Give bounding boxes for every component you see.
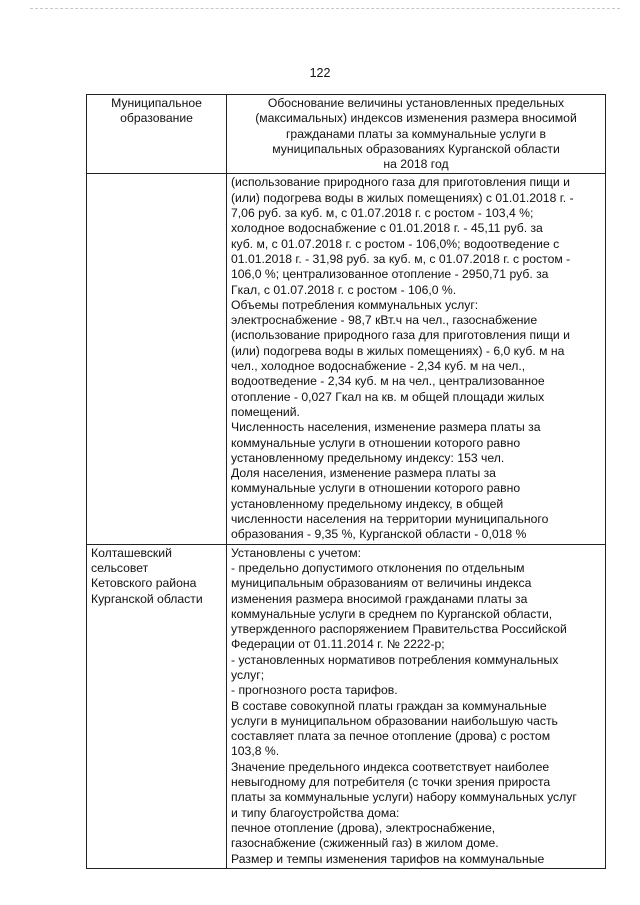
justification-cell [227, 544, 606, 868]
text-line: чел., холодное водоснабжение - 2,34 куб. м на чел., [231, 359, 526, 374]
text-line: и типу благоустройства дома: [231, 805, 400, 820]
text-line: Гкал, с 01.07.2018 г. с ростом - 106,0 %. [231, 282, 457, 297]
text-line: Размер и темпы изменения тарифов на коммунальные [231, 851, 545, 866]
scan-edge-line [30, 8, 620, 9]
text-line: коммунальные услуги в среднем по Курганской области, [231, 606, 553, 621]
text-line: гражданами платы за коммунальные услуги в [285, 126, 547, 141]
text-line: образование [120, 111, 193, 126]
text-line: (использование природного газа для приготовления пищи и [231, 328, 570, 343]
text-line: платы за коммунальные услуги) набору коммунальных услуг [231, 790, 577, 805]
text-line: электроснабжение - 98,7 кВт.ч на чел., газоснабжение [231, 313, 538, 328]
text-line: (или) подогрева воды в жилых помещениях) - 6,0 куб. м на [231, 343, 565, 358]
text-line: 103,8 %. [231, 744, 280, 759]
text-line: (или) подогрева воды в жилых помещениях) с 01.01.2018 г. - [231, 190, 574, 205]
text-line: (использование природного газа для приготовления пищи и [231, 175, 570, 190]
text-line: Кетовского района [91, 576, 197, 591]
header-municipality-text [91, 96, 222, 127]
justification-text [231, 546, 601, 867]
text-line: муниципальным образованиям от величины индекса [231, 576, 532, 591]
text-line: составляет плата за печное отопление (дрова) с ростом [231, 729, 551, 744]
header-justification [227, 95, 606, 174]
text-line: Объемы потребления коммунальных услуг: [231, 297, 479, 312]
page-number: 122 [309, 66, 331, 80]
table-row [87, 174, 606, 544]
text-line: установленному предельному индексу: 153 чел. [231, 450, 505, 465]
text-line: - установленных нормативов потребления коммунальных [231, 652, 559, 667]
text-line: установленному предельному индексу, в общей [231, 496, 504, 511]
text-line: (максимальных) индексов изменения размера вносимой [255, 111, 577, 126]
municipality-cell [87, 544, 227, 868]
text-line: Численность населения, изменение размера платы за [231, 420, 541, 435]
text-line: В составе совокупной платы граждан за коммунальные [231, 698, 547, 713]
text-line: невыгодному для потребителя (с точки зрения прироста [231, 775, 551, 790]
text-line: холодное водоснабжение с 01.01.2018 г. - 45,11 руб. за [231, 221, 543, 236]
text-line: коммунальные услуги в отношении которого равно [231, 481, 521, 496]
text-line: Курганской области [91, 591, 203, 606]
text-line: 01.01.2018 г. - 31,98 руб. за куб. м, с 01.07.2018 г. с ростом - [231, 251, 571, 266]
text-line: Федерации от 01.11.2014 г. № 2222-р; [231, 637, 445, 652]
text-line: 7,06 руб. за куб. м, с 01.07.2018 г. с ростом - 103,4 %; [231, 206, 534, 221]
table-row [87, 544, 606, 868]
text-line: печное отопление (дрова), электроснабжение, [231, 820, 496, 835]
text-line: Установлены с учетом: [231, 545, 361, 560]
text-line: услуг; [231, 667, 265, 682]
header-justification-text [231, 96, 601, 172]
text-line: образования - 9,35 %, Курганской области - 0,018 % [231, 527, 527, 542]
text-line: Муниципальное [111, 96, 202, 110]
text-line: - предельно допустимого отклонения по отдельным [231, 560, 525, 575]
municipality-cell [87, 174, 227, 544]
text-line: численности населения на территории муниципального [231, 512, 549, 527]
text-line: Колташевский [91, 545, 172, 560]
text-line: изменения размера вносимой гражданами платы за [231, 591, 528, 606]
header-municipality [87, 95, 227, 174]
text-line: Обоснование величины установленных предельных [267, 96, 565, 110]
text-line: Доля населения, изменение размера платы за [231, 466, 496, 481]
text-line: на 2018 год [383, 157, 449, 172]
municipality-name [91, 546, 222, 607]
text-line: сельсовет [91, 560, 149, 575]
text-line: газоснабжение (сжиженный газ) в жилом доме. [231, 836, 499, 851]
text-line: услуги в муниципальном образовании наибольшую часть [231, 713, 558, 728]
table-header-row [87, 95, 606, 174]
text-line: утвержденного распоряжением Правительства Российской [231, 622, 567, 637]
text-line: коммунальные услуги в отношении которого равно [231, 435, 521, 450]
text-line: куб. м, с 01.07.2018 г. с ростом - 106,0%; водоотведение с [231, 236, 560, 251]
text-line: Значение предельного индекса соответствует наиболее [231, 759, 550, 774]
justification-table [86, 94, 606, 869]
justification-text [231, 175, 601, 542]
text-line: 106,0 %; централизованное отопление - 2950,71 руб. за [231, 267, 549, 282]
text-line: - прогнозного роста тарифов. [231, 683, 398, 698]
text-line: отопление - 0,027 Гкал на кв. м общей площади жилых [231, 389, 545, 404]
text-line: помещений. [231, 404, 300, 419]
text-line: водоотведение - 2,34 куб. м на чел., централизованное [231, 374, 545, 389]
text-line: муниципальных образованиях Курганской области [272, 141, 560, 156]
justification-cell [227, 174, 606, 544]
